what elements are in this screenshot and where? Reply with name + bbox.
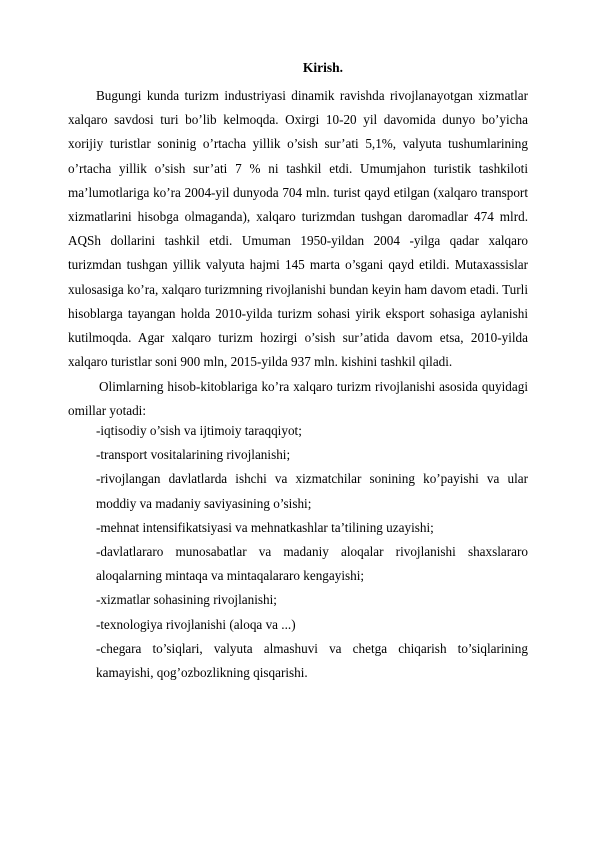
section-title: Kirish. [302,60,344,75]
list-item: -transport vositalarining rivojlanishi; [96,447,291,463]
intro-paragraph: Bugungi kunda turizm industriyasi dinamik ravishda rivojlanayotgan xizmatlar xalqaro savdosi turi bo’lib kelmoqda. Oxirgi 10-20 yil davomida dunyo bo’yicha xorijiy turistlar soninig o’rtacha yillik o’sish sur’ati 5,1%, valyuta tushumlarining o’rtacha yillik o’sish sur’ati 7 % ni tashkil etdi. Umumjahon turistik tashkiloti ma’lumotlariga ko’ra 2004-yil dunyoda 704 mln. turist qayd etilgan (xalqaro transport xizmatlarini hisobga olmaganda), xalqaro turizmdan tushgan daromadlar 474 mlrd. AQSh dollarini tashkil etdi. Umuman 1950-yildan 2004 -yilga qadar xalqaro turizmdan tushgan yillik valyuta hajmi 145 marta o’sgani qayd etildi. Mutaxassislar xulosasiga ko’ra, xalqaro turizmning rivojlanishi bundan keyin ham davom etadi. Turli hisoblarga tayangan holda 2010-yilda turizm sohasi yirik eksport sohasiga aylanishi kutilmoqda. Agar xalqaro turizm hozirgi o’sish sur’atida davom etsa, 2010-yilda xalqaro turistlar soni 900 mln, 2015-yilda 937 mln. kishini tashkil qiladi. [68,88,528,370]
list-item: -rivojlangan davlatlarda ishchi va xizmatchilar sonining ko’payishi va ular moddiy va madaniy saviyasining o’sishi; [96,471,528,511]
list-item: -mehnat intensifikatsiyasi va mehnatkashlar ta’tilining uzayishi; [96,519,434,535]
list-item: -texnologiya rivojlanishi (aloqa va ...) [96,616,296,632]
list-item: -xizmatlar sohasining rivojlanishi; [96,592,277,608]
list-item: -chegara to’siqlari, valyuta almashuvi va chetga chiqarish to’siqlarining kamayishi, qog’ozbozlikning qisqarishi. [96,640,528,681]
list-item: -davlatlararo munosabatlar va madaniy aloqalar rivojlanishi shaxslararo aloqalarning mintaqa va mintaqalararo kengayishi; [96,544,528,584]
factors-list [96,419,528,685]
factors-intro-paragraph: Olimlarning hisob-kitoblariga ko’ra xalqaro turizm rivojlanishi asosida quyidagi omillar yotadi: [68,379,528,419]
list-item: -iqtisodiy o’sish va ijtimoiy taraqqiyot; [96,423,302,438]
